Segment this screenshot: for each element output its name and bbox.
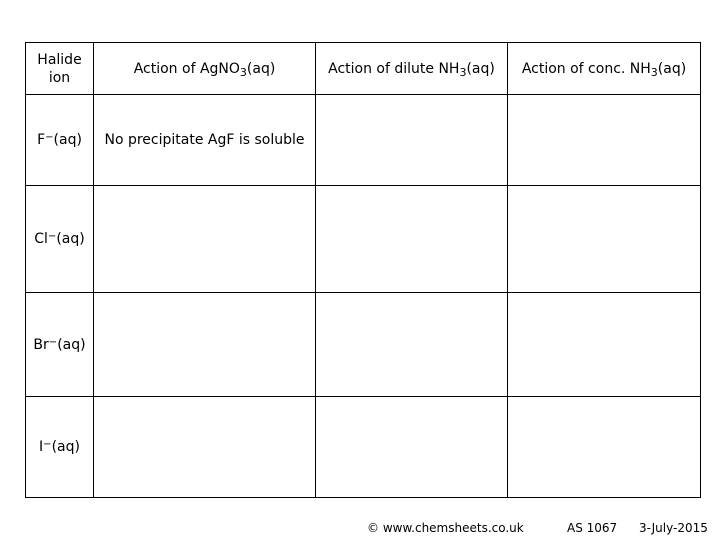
- ion-symbol: F: [37, 132, 46, 148]
- ion-state: (aq): [56, 231, 85, 247]
- header-conc-nh3: [508, 43, 701, 95]
- header-agno3: [94, 43, 316, 95]
- halide-reactions-table: [25, 42, 701, 498]
- agno3-cell-bromide: [94, 293, 316, 397]
- dilute-cell-chloride: [316, 186, 508, 293]
- ion-state: (aq): [51, 439, 80, 455]
- header-halide-line2: ion: [48, 69, 71, 86]
- header-dilute-text: Action of dilute NH: [328, 60, 460, 77]
- header-conc-text: Action of conc. NH: [521, 60, 651, 77]
- ion-symbol: Cl: [34, 231, 48, 247]
- table-row-iodide: [26, 397, 701, 498]
- ion-state: (aq): [57, 336, 86, 353]
- header-agno3-text: Action of AgNO: [133, 60, 240, 77]
- agno3-cell-iodide: [94, 397, 316, 498]
- ion-cell-iodide: [26, 397, 94, 498]
- ion-cell-fluoride: [26, 95, 94, 186]
- dilute-cell-bromide: [316, 293, 508, 397]
- ion-cell-bromide: [26, 293, 94, 397]
- header-halide-line1: Halide: [37, 51, 82, 68]
- ion-symbol: I: [39, 439, 44, 455]
- table-row-fluoride: [26, 95, 701, 186]
- header-dilute-state: (aq): [466, 60, 495, 77]
- dilute-cell-fluoride: [316, 95, 508, 186]
- ion-charge: −: [47, 231, 57, 242]
- header-conc-state: (aq): [657, 60, 687, 77]
- header-agno3-state: (aq): [246, 60, 276, 77]
- ion-symbol: Br: [33, 336, 49, 353]
- footer-code: AS 1067: [567, 521, 618, 535]
- header-dilute-nh3: [316, 43, 508, 95]
- dilute-cell-iodide: [316, 397, 508, 498]
- header-halide-ion: [26, 43, 94, 95]
- table-row-chloride: [26, 186, 701, 293]
- ion-charge: −: [45, 132, 54, 143]
- ion-charge: −: [43, 439, 52, 450]
- header-agno3-subscript: 3: [239, 65, 247, 79]
- ion-cell-chloride: [26, 186, 94, 293]
- ion-state: (aq): [53, 132, 82, 148]
- header-row: [26, 43, 701, 95]
- ion-charge: −: [48, 336, 58, 348]
- conc-cell-chloride: [508, 186, 701, 293]
- conc-cell-iodide: [508, 397, 701, 498]
- agno3-cell-fluoride: No precipitate AgF is soluble: [94, 95, 316, 186]
- footer-date: 3-July-2015: [639, 521, 708, 535]
- conc-cell-fluoride: [508, 95, 701, 186]
- header-dilute-subscript: 3: [459, 65, 467, 79]
- table-row-bromide: [26, 293, 701, 397]
- agno3-cell-chloride: [94, 186, 316, 293]
- header-conc-subscript: 3: [650, 65, 658, 79]
- footer-copyright: © www.chemsheets.co.uk: [367, 521, 524, 535]
- conc-cell-bromide: [508, 293, 701, 397]
